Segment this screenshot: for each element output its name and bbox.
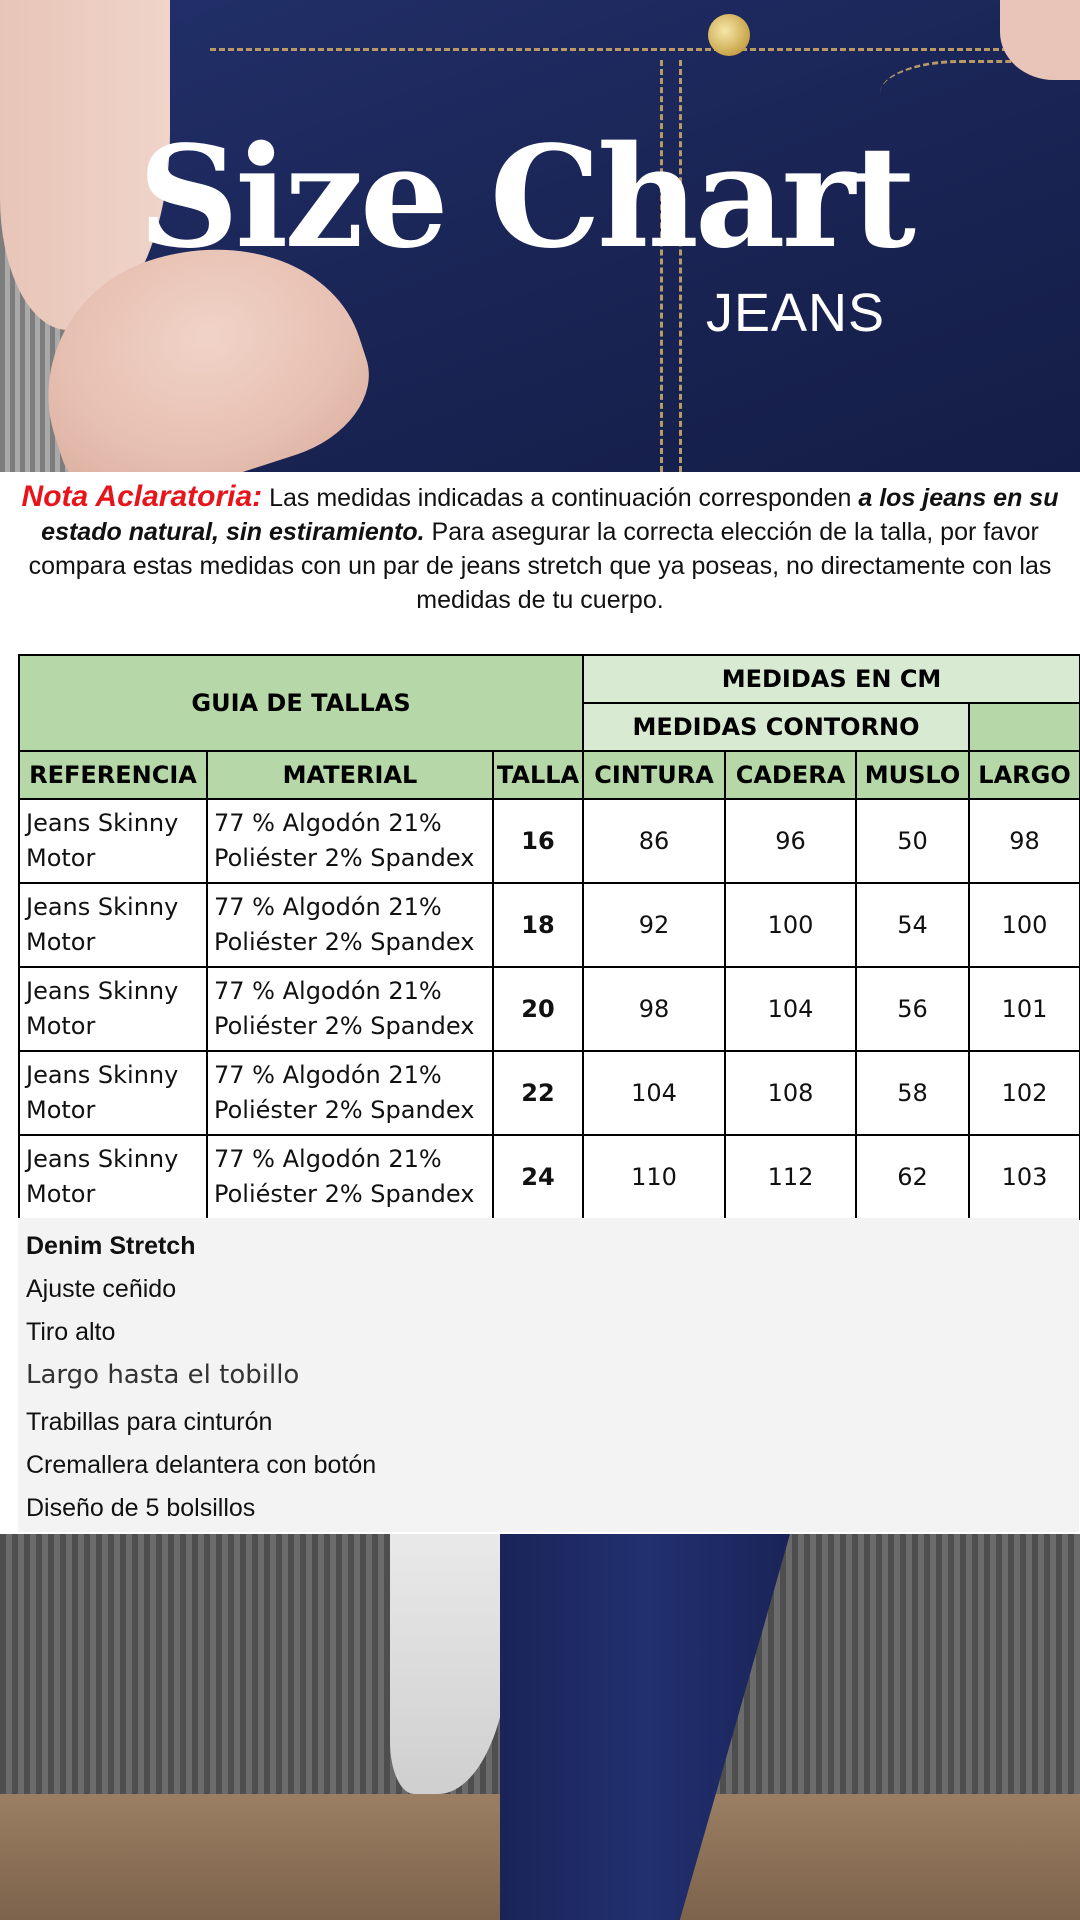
contour-spacer	[969, 703, 1080, 751]
table-row	[19, 967, 1080, 1051]
feature-item: Largo hasta el tobillo	[26, 1360, 300, 1390]
waist-cell: 86	[583, 799, 725, 883]
size-cell: 18	[493, 883, 583, 967]
reference-cell: Jeans Skinny Motor	[19, 1135, 207, 1219]
reference-cell: Jeans Skinny Motor	[19, 967, 207, 1051]
waist-cell: 98	[583, 967, 725, 1051]
jeans-button-icon	[708, 14, 750, 56]
thigh-cell: 62	[856, 1135, 969, 1219]
note-emphasis: a los jeans en su estado natural, sin estiramiento.	[41, 484, 1059, 546]
column-header: TALLA	[493, 751, 583, 799]
reference-cell: Jeans Skinny Motor	[19, 799, 207, 883]
feature-item: Trabillas para cinturón	[26, 1408, 273, 1436]
thigh-cell: 50	[856, 799, 969, 883]
feature-item: Diseño de 5 bolsillos	[26, 1494, 256, 1522]
size-guide-header: GUIA DE TALLAS	[19, 655, 583, 751]
feature-item: Ajuste ceñido	[26, 1275, 177, 1303]
feature-item: Cremallera delantera con botón	[26, 1451, 377, 1479]
page-title: Size Chart	[138, 116, 912, 280]
reference-cell: Jeans Skinny Motor	[19, 1051, 207, 1135]
product-features	[18, 1218, 1079, 1532]
length-cell: 100	[969, 883, 1080, 967]
hip-cell: 104	[725, 967, 856, 1051]
page-subtitle: JEANS	[706, 283, 886, 343]
size-cell: 20	[493, 967, 583, 1051]
table-row	[19, 1051, 1080, 1135]
note-text-1: Las medidas indicadas a continuación corresponden	[262, 484, 859, 512]
note-lead: Nota Aclaratoria:	[21, 480, 263, 513]
material-cell: 77 % Algodón 21% Poliéster 2% Spandex	[207, 1051, 493, 1135]
hip-cell: 100	[725, 883, 856, 967]
table-row	[19, 883, 1080, 967]
length-cell: 98	[969, 799, 1080, 883]
column-header: MUSLO	[856, 751, 969, 799]
hip-cell: 112	[725, 1135, 856, 1219]
column-header: CADERA	[725, 751, 856, 799]
material-cell: 77 % Algodón 21% Poliéster 2% Spandex	[207, 1135, 493, 1219]
size-cell: 24	[493, 1135, 583, 1219]
table-row	[19, 1135, 1080, 1219]
size-cell: 16	[493, 799, 583, 883]
waist-cell: 92	[583, 883, 725, 967]
column-header: REFERENCIA	[19, 751, 207, 799]
contour-measures-header: MEDIDAS CONTORNO	[583, 703, 969, 751]
column-header: LARGO	[969, 751, 1080, 799]
table-row	[19, 799, 1080, 883]
material-cell: 77 % Algodón 21% Poliéster 2% Spandex	[207, 967, 493, 1051]
length-cell: 101	[969, 967, 1080, 1051]
note-text-2: Para asegurar la correcta elección de la talla, por favor compara estas medidas con un par de jeans stretch que ya poseas, no directamente con las medidas de tu cuerpo.	[28, 518, 1052, 614]
column-header: MATERIAL	[207, 751, 493, 799]
hero-photo	[0, 0, 1080, 472]
clarification-note	[18, 480, 1062, 617]
length-cell: 102	[969, 1051, 1080, 1135]
hip-cell: 108	[725, 1051, 856, 1135]
measures-cm-header: MEDIDAS EN CM	[583, 655, 1080, 703]
thigh-cell: 58	[856, 1051, 969, 1135]
column-header: CINTURA	[583, 751, 725, 799]
waist-cell: 104	[583, 1051, 725, 1135]
thigh-cell: 56	[856, 967, 969, 1051]
bottom-photo	[0, 1534, 1080, 1920]
material-cell: 77 % Algodón 21% Poliéster 2% Spandex	[207, 883, 493, 967]
size-table	[18, 654, 1080, 1220]
feature-item: Tiro alto	[26, 1318, 116, 1346]
reference-cell: Jeans Skinny Motor	[19, 883, 207, 967]
waist-cell: 110	[583, 1135, 725, 1219]
waistband-stitching	[210, 0, 1080, 51]
thigh-cell: 54	[856, 883, 969, 967]
size-cell: 22	[493, 1051, 583, 1135]
material-cell: 77 % Algodón 21% Poliéster 2% Spandex	[207, 799, 493, 883]
hip-cell: 96	[725, 799, 856, 883]
length-cell: 103	[969, 1135, 1080, 1219]
features-heading: Denim Stretch	[26, 1232, 196, 1260]
